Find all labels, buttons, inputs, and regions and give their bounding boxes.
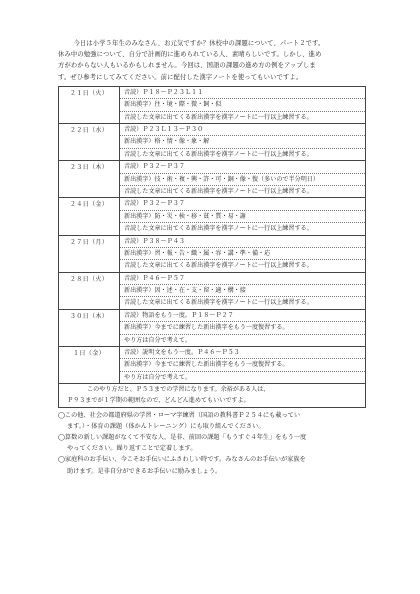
- schedule-task-line: 音読）Ｐ１８～Ｐ２３Ｌ１１: [120, 87, 365, 99]
- schedule-task-line: 新出漢字）格・情・像・象・解: [120, 136, 365, 148]
- footer-line: ◯家庭科のお手伝い、今こそお手伝いにふさわしい時です。みなさんのお手伝いが家族を: [58, 456, 306, 464]
- schedule-day: [59, 161, 120, 198]
- schedule-day: [59, 86, 120, 123]
- schedule-day-label: １日（金）: [73, 350, 105, 358]
- schedule-day-label: ２８日（火）: [69, 275, 109, 283]
- schedule-task-line: 音読した文章に出てくる新出漢字を漢字ノートに一行以上練習する。: [124, 150, 313, 158]
- schedule-task-line: 新出漢字）今までに練習した新出漢字をもう一度復習する。: [120, 359, 365, 371]
- schedule-table: [58, 86, 366, 408]
- schedule-note: [59, 384, 366, 407]
- intro-line: 今日は小学５年生のみなさん、お元気ですか？休校中の課題について、パート２です。: [67, 40, 325, 47]
- schedule-day: [59, 123, 120, 160]
- schedule-day: [59, 272, 120, 309]
- schedule-day-label: ３０日（木）: [69, 312, 109, 320]
- schedule-day-label: ２２日（水）: [69, 126, 109, 134]
- schedule-tasks: [120, 198, 366, 235]
- footer-line: やってください。繰り返すことで定着します。: [67, 445, 197, 453]
- schedule-day: [59, 235, 120, 272]
- schedule-task-line: やり方は自分で考えて。: [124, 373, 191, 381]
- footer-line: ◯この他、社会の都道府県の学習・ローマ字練習（国語の教科書Ｐ２５４にも載ってい: [58, 411, 301, 419]
- schedule-tasks: [120, 161, 366, 198]
- intro-line: 休み中の勉強について、自分で計画的に進められている人、素晴らしいです。しかし、進め: [58, 51, 322, 59]
- schedule-task-line: 新出漢字）往・境・際・微・飼・似: [120, 99, 365, 111]
- schedule-task-line: 音読した文章に出てくる新出漢字を漢字ノートに一行以上練習する。: [124, 187, 313, 195]
- schedule-row: [59, 235, 366, 272]
- schedule-task-line: 新出漢字）今までに練習した新出漢字をもう一度復習する。: [120, 322, 365, 334]
- schedule-tasks: [120, 347, 366, 384]
- schedule-note-line: このやり方だと、Ｐ５３までの学習になります。余裕がある人は、: [87, 386, 270, 394]
- schedule-day-label: ２１日（火）: [69, 89, 109, 97]
- schedule-day-label: ２７日（月）: [69, 238, 109, 246]
- schedule-tasks: [120, 86, 366, 123]
- schedule-task-line: 音読）Ｐ４６～Ｐ５７: [120, 273, 365, 285]
- schedule-tasks: [120, 235, 366, 272]
- schedule-row: [59, 198, 366, 235]
- schedule-task-line: 新出漢字）技・術・複・興・許・可・銅・像・復（多いので半分明日）: [120, 174, 365, 186]
- schedule-day: [59, 198, 120, 235]
- schedule-task-line: 音読）Ｐ３２～Ｐ３７: [120, 161, 365, 173]
- document-page: [58, 38, 366, 477]
- footer-line: ◯算数の新しい課題がなくて不安な人、是非、前回の課題「もうすぐ４年生」をもう一度: [58, 434, 307, 441]
- schedule-day-label: ２３日（木）: [69, 164, 109, 172]
- schedule-task-line: 新出漢字）因・述・在・支・留・適・構・接: [120, 285, 365, 297]
- schedule-tasks: [120, 309, 366, 346]
- schedule-task-line: 新出漢字）防・災・検・移・貧・質・易・謝: [120, 211, 365, 223]
- schedule-task-line: 音読した文章に出てくる新出漢字を漢字ノートに一行以上練習する。: [124, 262, 313, 270]
- footer-line: ます。）・体育の課題（体かんトレーニング）にも取り組んでください。: [67, 422, 265, 430]
- schedule-tasks: [120, 123, 366, 160]
- schedule-task-line: 音読）Ｐ３８～Ｐ４３: [120, 236, 365, 248]
- schedule-note-line: Ｐ９３までが１学期の範囲なので、どんどん進めてもいいですよ。: [67, 397, 250, 405]
- schedule-day: [59, 309, 120, 346]
- schedule-task-line: 音読）説明文をもう一度。Ｐ４６～Ｐ５３: [120, 347, 365, 359]
- schedule-row: [59, 161, 366, 198]
- schedule-tasks: [120, 272, 366, 309]
- schedule-day-label: ２４日（金）: [69, 201, 109, 209]
- schedule-task-line: 音読）Ｐ２３Ｌ１３～Ｐ３０: [120, 124, 365, 136]
- schedule-row: [59, 272, 366, 309]
- schedule-day: [59, 347, 120, 384]
- schedule-row: [59, 123, 366, 160]
- schedule-task-line: 音読した文章に出てくる新出漢字を漢字ノートに一行以上練習する。: [124, 113, 313, 121]
- schedule-task-line: やり方は自分で考えて。: [124, 336, 191, 344]
- schedule-note-row: [59, 384, 366, 407]
- footer-notes: [58, 410, 366, 477]
- footer-line: 助けます。是非自分ができるお手伝いに励みましょう。: [67, 467, 222, 475]
- schedule-row: [59, 347, 366, 384]
- intro-paragraph: [58, 38, 366, 83]
- schedule-task-line: 新出漢字）習・報・告・織・属・容・講・準・備・応: [120, 248, 365, 260]
- schedule-row: [59, 86, 366, 123]
- intro-line: 方がわからない人もいるかもしれません。今回は、国語の課題の進め方の例をアップしま: [58, 62, 316, 70]
- schedule-row: [59, 309, 366, 346]
- schedule-task-line: 音読）物語をもう一度。Ｐ１８～Ｐ２７: [120, 310, 365, 322]
- schedule-task-line: 音読した文章に出てくる新出漢字を漢字ノートに一行以上練習する。: [124, 299, 313, 307]
- schedule-task-line: 音読した文章に出てくる新出漢字を漢字ノートに一行以上練習する。: [124, 225, 313, 233]
- schedule-task-line: 音読）Ｐ３２～Ｐ３７: [120, 198, 365, 210]
- intro-line: す。ぜひ参考にしてみてください。前に配付した漢字ノートを使ってもいいですよ。: [58, 73, 303, 81]
